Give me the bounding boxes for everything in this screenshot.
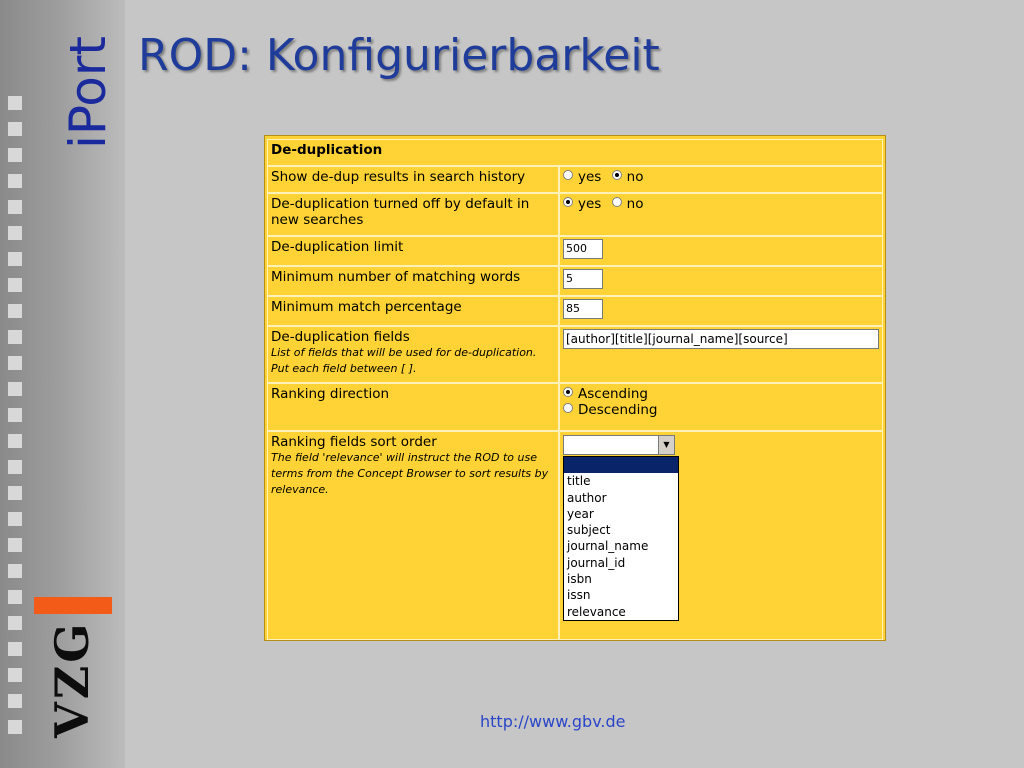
min-words-label: Minimum number of matching words <box>267 266 559 296</box>
sort-order-label: Ranking fields sort order <box>271 434 437 450</box>
sort-order-select-cell <box>559 431 883 640</box>
dedup-limit-label: De-duplication limit <box>267 236 559 266</box>
radio-selected-icon[interactable] <box>612 170 622 180</box>
sort-order-cell <box>267 431 559 640</box>
dedup-fields-label: De-duplication fields <box>271 329 410 345</box>
radio-selected-icon[interactable] <box>563 387 573 397</box>
radio-icon[interactable] <box>563 170 573 180</box>
radio-icon[interactable] <box>563 403 573 413</box>
decorative-squares <box>8 96 22 746</box>
dedup-limit-input[interactable]: 500 <box>563 239 603 259</box>
dropdown-option[interactable]: author <box>567 490 607 505</box>
dropdown-option[interactable]: issn <box>567 588 591 603</box>
off-by-default-options <box>559 193 883 236</box>
radio-icon[interactable] <box>612 197 622 207</box>
section-header: De-duplication <box>267 139 883 166</box>
show-dedup-no[interactable]: no <box>612 169 644 185</box>
ranking-descending[interactable]: Descending <box>563 402 879 418</box>
min-words-input[interactable]: 5 <box>563 269 603 289</box>
page-title: ROD: Konfigurierbarkeit <box>138 30 660 81</box>
sort-order-select[interactable] <box>563 435 675 455</box>
radio-selected-icon[interactable] <box>563 197 573 207</box>
dropdown-option[interactable]: relevance <box>567 604 626 619</box>
show-dedup-label: Show de-dup results in search history <box>267 166 559 193</box>
off-by-default-label: De-duplication turned off by default in new searches <box>267 193 559 236</box>
off-by-default-yes[interactable]: yes <box>563 196 601 212</box>
dropdown-option[interactable]: title <box>567 474 591 489</box>
vzg-logo: VZG <box>45 620 99 738</box>
ranking-direction-label: Ranking direction <box>267 383 559 431</box>
dropdown-arrow-icon[interactable]: ▼ <box>658 436 674 454</box>
footer-url[interactable]: http://www.gbv.de <box>480 712 626 731</box>
dedup-limit-cell <box>559 236 883 266</box>
dropdown-option[interactable]: isbn <box>567 572 592 587</box>
ranking-ascending[interactable]: Ascending <box>563 386 879 402</box>
off-by-default-no[interactable]: no <box>612 196 644 212</box>
dropdown-option[interactable] <box>564 457 678 473</box>
dedup-fields-hint: List of fields that will be used for de-duplication. Put each field between [ ]. <box>271 346 537 375</box>
iport-logo: iPort <box>59 35 117 149</box>
dropdown-option[interactable]: journal_name <box>567 539 649 554</box>
dropdown-option[interactable]: subject <box>567 523 611 538</box>
dedup-fields-value-cell <box>559 326 883 383</box>
dropdown-option[interactable]: journal_id <box>567 555 626 570</box>
accent-bar <box>34 597 112 614</box>
show-dedup-yes[interactable]: yes <box>563 169 601 185</box>
min-words-cell <box>559 266 883 296</box>
ranking-direction-options <box>559 383 883 431</box>
settings-table <box>267 139 883 640</box>
dedup-fields-cell <box>267 326 559 383</box>
min-percentage-cell <box>559 296 883 326</box>
show-dedup-options <box>559 166 883 193</box>
dedup-settings-panel <box>264 135 886 641</box>
dropdown-option[interactable]: year <box>567 506 594 521</box>
min-percentage-input[interactable]: 85 <box>563 299 603 319</box>
min-percentage-label: Minimum match percentage <box>267 296 559 326</box>
sort-order-dropdown-list <box>563 456 679 621</box>
sort-order-hint: The field 'relevance' will instruct the ROD to use terms from the Concept Browser to sort results by relevance. <box>271 451 549 496</box>
dedup-fields-input[interactable]: [author][title][journal_name][source] <box>563 329 879 349</box>
